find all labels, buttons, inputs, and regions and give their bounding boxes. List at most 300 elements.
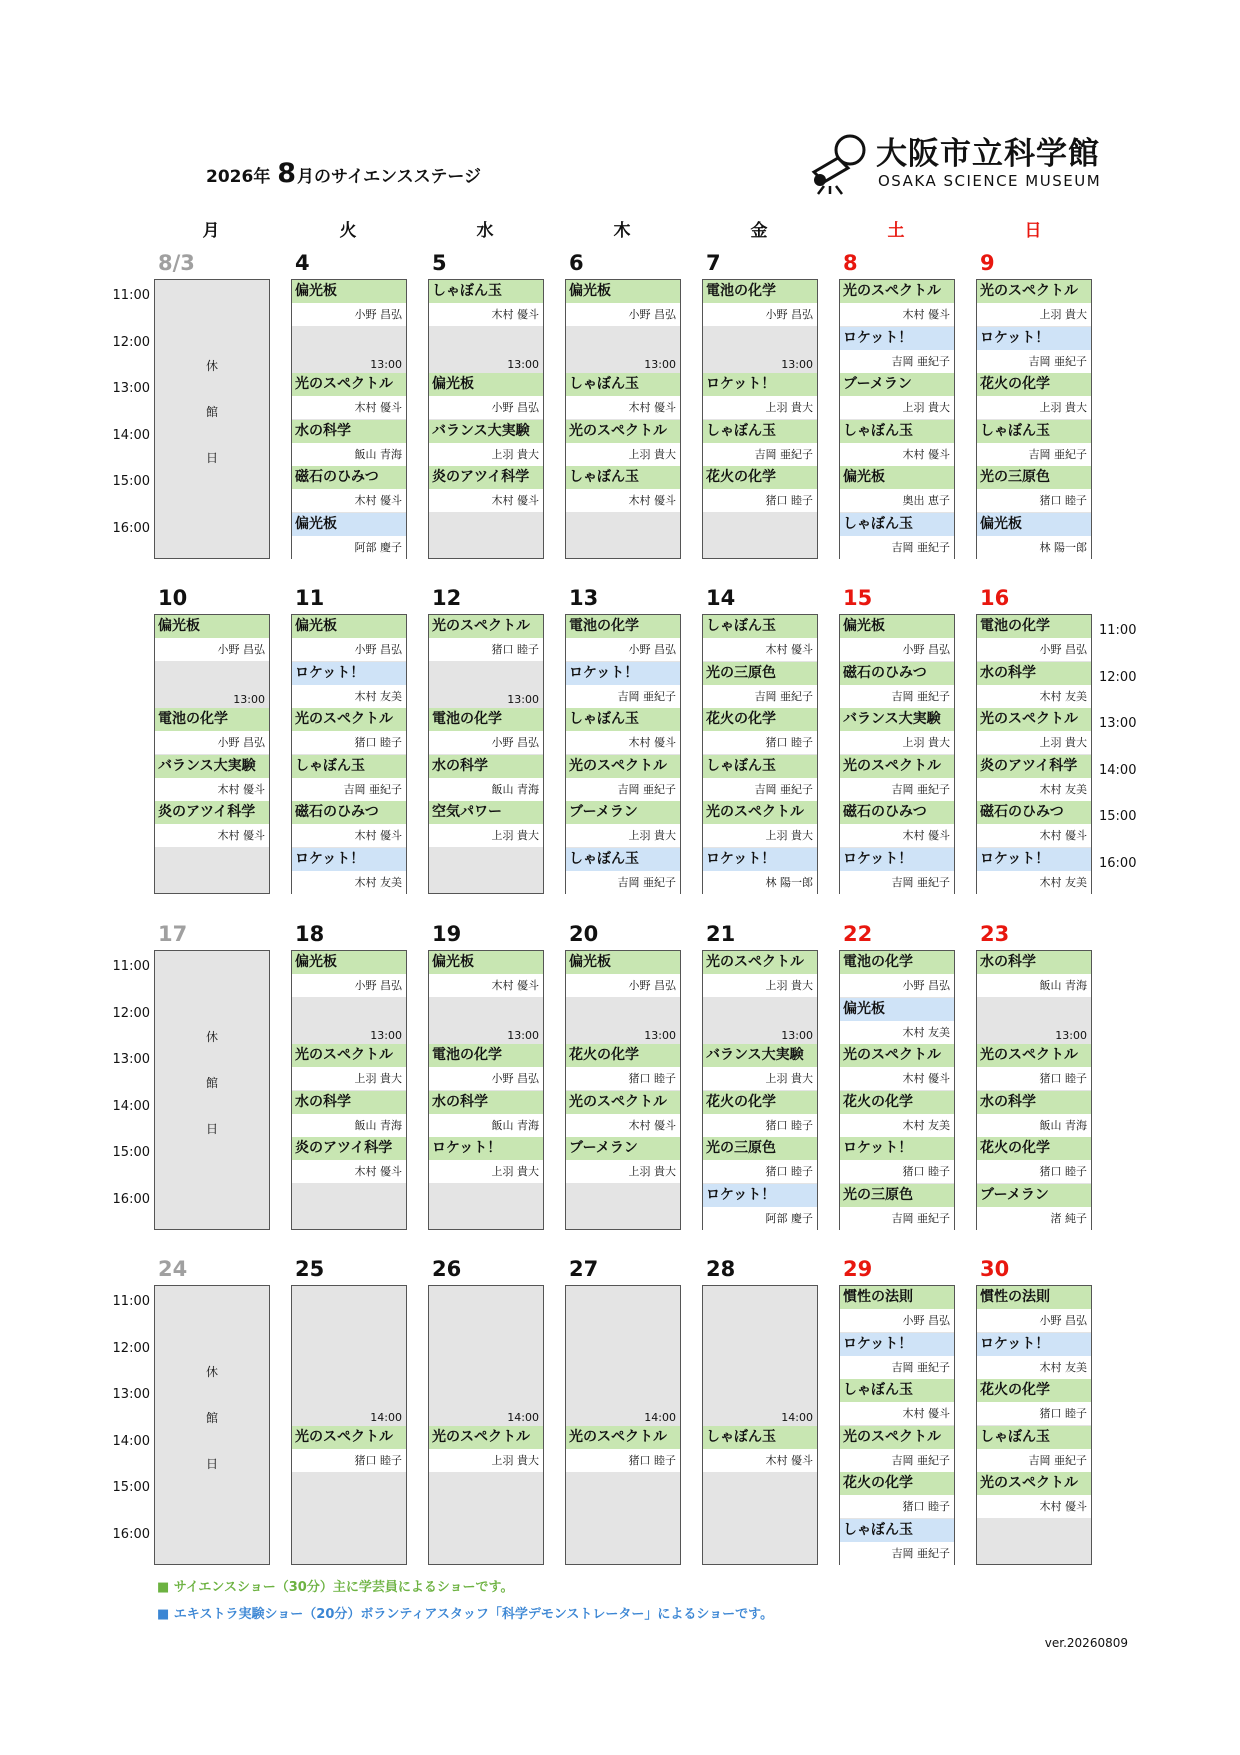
science-show-entry[interactable]: [429, 420, 543, 466]
extra-show-entry[interactable]: [977, 848, 1091, 894]
show-presenter: 木村 優斗: [566, 1114, 680, 1137]
day-cell: [291, 279, 407, 559]
show-presenter: 吉岡 亜紀子: [840, 778, 954, 801]
title-month: 8: [277, 158, 297, 189]
science-show-entry[interactable]: [840, 801, 954, 847]
show-title: ロケット！: [840, 1333, 954, 1356]
show-title: しゃぼん玉: [566, 708, 680, 731]
show-presenter: 上羽 貴大: [840, 396, 954, 419]
show-presenter: 木村 友美: [977, 685, 1091, 708]
science-show-entry[interactable]: [977, 801, 1091, 847]
show-title: ロケット！: [703, 373, 817, 396]
show-title: 慣性の法則: [977, 1286, 1091, 1309]
science-show-entry[interactable]: [429, 1137, 543, 1183]
science-show-entry[interactable]: [840, 1379, 954, 1425]
show-title: 偏光板: [840, 466, 954, 489]
time-label: 15:00: [112, 1145, 150, 1160]
science-show-entry[interactable]: [292, 280, 406, 326]
show-title: ロケット！: [292, 848, 406, 871]
afternoon-start-time: 13:00: [644, 358, 676, 371]
show-title: 光のスペクトル: [840, 1426, 954, 1449]
science-show-entry[interactable]: [292, 708, 406, 754]
science-show-entry[interactable]: [977, 466, 1091, 512]
science-show-entry[interactable]: [977, 662, 1091, 708]
extra-show-entry[interactable]: [840, 1519, 954, 1565]
science-show-entry[interactable]: [566, 755, 680, 801]
science-show-entry[interactable]: [566, 1044, 680, 1090]
show-presenter: 林 陽一郎: [977, 536, 1091, 559]
show-presenter: 上羽 貴大: [566, 1160, 680, 1183]
show-title: バランス大実験: [155, 755, 269, 778]
day-cell: [428, 279, 544, 559]
science-show-entry[interactable]: [703, 420, 817, 466]
extra-show-entry[interactable]: [840, 327, 954, 373]
show-title: 磁石のひみつ: [292, 801, 406, 824]
day-cell: [702, 279, 818, 559]
show-presenter: 猪口 睦子: [703, 1114, 817, 1137]
show-title: 光のスペクトル: [566, 420, 680, 443]
show-title: 電池の化学: [566, 615, 680, 638]
science-show-entry[interactable]: [977, 1472, 1091, 1518]
show-title: 光の三原色: [703, 1137, 817, 1160]
extra-show-entry[interactable]: [566, 848, 680, 894]
science-show-entry[interactable]: [840, 466, 954, 512]
weekday-thu: 木: [613, 221, 631, 241]
show-presenter: 吉岡 亜紀子: [977, 443, 1091, 466]
science-show-entry[interactable]: [840, 373, 954, 419]
show-title: 電池の化学: [155, 708, 269, 731]
time-label: 16:00: [112, 1191, 150, 1207]
show-presenter: 吉岡 亜紀子: [703, 685, 817, 708]
show-title: ロケット！: [840, 327, 954, 350]
science-show-entry[interactable]: [566, 1137, 680, 1183]
science-show-entry[interactable]: [977, 1379, 1091, 1425]
show-title: しゃぼん玉: [840, 1379, 954, 1402]
show-title: 空気パワー: [429, 801, 543, 824]
science-show-entry[interactable]: [840, 280, 954, 326]
show-presenter: 吉岡 亜紀子: [566, 871, 680, 894]
show-presenter: 木村 優斗: [155, 824, 269, 847]
time-label: 12:00: [112, 334, 150, 350]
extra-show-entry[interactable]: [840, 1333, 954, 1379]
show-title: 光のスペクトル: [703, 801, 817, 824]
page-title: [206, 158, 481, 189]
show-title: 光のスペクトル: [429, 1426, 543, 1449]
afternoon-start-time: 14:00: [781, 1410, 813, 1424]
science-show-entry[interactable]: [840, 420, 954, 466]
show-title: ロケット！: [703, 848, 817, 871]
legend-science-show: ■ サイエンスショー（30分）主に学芸員によるショーです。: [157, 1580, 514, 1595]
show-presenter: 木村 優斗: [977, 1495, 1091, 1518]
day-number: 12: [432, 586, 462, 610]
show-title: しゃぼん玉: [977, 420, 1091, 443]
science-show-entry[interactable]: [566, 615, 680, 661]
science-show-entry[interactable]: [840, 1184, 954, 1230]
science-show-entry[interactable]: [292, 1426, 406, 1472]
science-show-entry[interactable]: [703, 373, 817, 419]
show-presenter: 猪口 睦子: [977, 1067, 1091, 1090]
science-show-entry[interactable]: [840, 951, 954, 997]
show-title: 光のスペクトル: [977, 1044, 1091, 1067]
science-show-entry[interactable]: [703, 801, 817, 847]
show-title: 慣性の法則: [840, 1286, 954, 1309]
science-show-entry[interactable]: [840, 615, 954, 661]
science-show-entry[interactable]: [429, 708, 543, 754]
science-show-entry[interactable]: [703, 280, 817, 326]
science-show-entry[interactable]: [292, 1044, 406, 1090]
show-presenter: 小野 昌弘: [840, 1309, 954, 1332]
science-show-entry[interactable]: [429, 373, 543, 419]
science-show-entry[interactable]: [292, 1091, 406, 1137]
show-presenter: 猪口 睦子: [703, 1160, 817, 1183]
time-label: 14:00: [112, 1098, 150, 1114]
show-title: 花火の化学: [703, 1091, 817, 1114]
show-presenter: 小野 昌弘: [429, 1067, 543, 1090]
science-show-entry[interactable]: [292, 755, 406, 801]
show-title: ロケット！: [840, 848, 954, 871]
show-presenter: 上羽 貴大: [977, 396, 1091, 419]
science-show-entry[interactable]: [977, 1184, 1091, 1230]
day-cell: [976, 279, 1092, 559]
science-show-entry[interactable]: [429, 466, 543, 512]
time-label: 13:00: [112, 1052, 150, 1067]
show-title: ロケット！: [977, 848, 1091, 871]
extra-show-entry[interactable]: [703, 1184, 817, 1230]
show-title: 光のスペクトル: [429, 615, 543, 638]
show-presenter: 小野 昌弘: [703, 303, 817, 326]
show-title: 光のスペクトル: [292, 373, 406, 396]
show-presenter: 木村 優斗: [840, 1067, 954, 1090]
day-cell: [291, 1285, 407, 1565]
extra-show-entry[interactable]: [292, 662, 406, 708]
science-show-entry[interactable]: [977, 1044, 1091, 1090]
science-show-entry[interactable]: [977, 1286, 1091, 1332]
show-presenter: 上羽 貴大: [292, 1067, 406, 1090]
science-show-entry[interactable]: [840, 708, 954, 754]
show-title: 花火の化学: [840, 1472, 954, 1495]
science-show-entry[interactable]: [292, 615, 406, 661]
closed-label: 日: [205, 451, 218, 465]
day-cell: [702, 950, 818, 1230]
show-presenter: 木村 友美: [292, 685, 406, 708]
science-show-entry[interactable]: [292, 373, 406, 419]
show-title: バランス大実験: [429, 420, 543, 443]
show-title: ブーメラン: [566, 1137, 680, 1160]
science-show-entry[interactable]: [155, 801, 269, 847]
science-show-entry[interactable]: [703, 615, 817, 661]
science-show-entry[interactable]: [840, 755, 954, 801]
science-show-entry[interactable]: [703, 708, 817, 754]
show-title: しゃぼん玉: [703, 420, 817, 443]
science-show-entry[interactable]: [703, 1426, 817, 1472]
show-title: 光のスペクトル: [566, 1426, 680, 1449]
science-show-entry[interactable]: [292, 801, 406, 847]
science-show-entry[interactable]: [292, 466, 406, 512]
day-number: 30: [980, 1257, 1010, 1281]
show-presenter: 猪口 睦子: [429, 638, 543, 661]
science-show-entry[interactable]: [155, 708, 269, 754]
extra-show-entry[interactable]: [566, 662, 680, 708]
day-cell: [291, 614, 407, 894]
extra-show-entry[interactable]: [703, 848, 817, 894]
time-label: 13:00: [112, 381, 150, 396]
science-show-entry[interactable]: [703, 1091, 817, 1137]
show-presenter: 木村 優斗: [566, 489, 680, 512]
science-show-entry[interactable]: [292, 1137, 406, 1183]
weekday-sat: 土: [887, 221, 905, 241]
science-show-entry[interactable]: [566, 1091, 680, 1137]
show-presenter: 木村 優斗: [292, 396, 406, 419]
day-number: 7: [706, 251, 721, 275]
day-cell: [839, 614, 955, 894]
version-label: ver.20260809: [1044, 1636, 1128, 1650]
afternoon-start-time: 13:00: [370, 1029, 402, 1042]
day-number: 29: [843, 1257, 873, 1281]
show-presenter: 小野 昌弘: [155, 731, 269, 754]
show-presenter: 吉岡 亜紀子: [292, 778, 406, 801]
science-show-entry[interactable]: [429, 1091, 543, 1137]
museum-logo-icon: [808, 128, 874, 196]
show-presenter: 吉岡 亜紀子: [840, 1542, 954, 1565]
show-presenter: 吉岡 亜紀子: [566, 685, 680, 708]
time-label: 16:00: [1099, 855, 1137, 871]
show-presenter: 小野 昌弘: [292, 638, 406, 661]
show-title: 偏光板: [155, 615, 269, 638]
day-number: 8: [843, 251, 858, 275]
science-show-entry[interactable]: [840, 1091, 954, 1137]
show-title: しゃぼん玉: [703, 615, 817, 638]
show-title: ロケット！: [429, 1137, 543, 1160]
science-show-entry[interactable]: [840, 662, 954, 708]
afternoon-start-time: 13:00: [644, 1029, 676, 1042]
extra-show-entry[interactable]: [840, 848, 954, 894]
show-presenter: 飯山 青海: [977, 1114, 1091, 1137]
science-show-entry[interactable]: [703, 1137, 817, 1183]
science-show-entry[interactable]: [703, 755, 817, 801]
show-presenter: 木村 優斗: [292, 1160, 406, 1183]
science-show-entry[interactable]: [566, 280, 680, 326]
science-show-entry[interactable]: [429, 951, 543, 997]
show-title: 水の科学: [977, 1091, 1091, 1114]
logo-japanese: 大阪市立科学館: [876, 136, 1100, 172]
show-title: 偏光板: [292, 513, 406, 536]
show-presenter: 木村 優斗: [566, 396, 680, 419]
show-title: 炎のアツイ科学: [155, 801, 269, 824]
show-presenter: 木村 優斗: [429, 489, 543, 512]
day-number: 22: [843, 922, 873, 946]
show-title: 花火の化学: [703, 708, 817, 731]
science-show-entry[interactable]: [566, 1426, 680, 1472]
show-presenter: 飯山 青海: [429, 1114, 543, 1137]
show-title: 水の科学: [292, 1091, 406, 1114]
closed-label: 日: [205, 1457, 218, 1471]
science-show-entry[interactable]: [703, 951, 817, 997]
extra-show-entry[interactable]: [977, 513, 1091, 559]
show-presenter: 吉岡 亜紀子: [840, 536, 954, 559]
day-number: 17: [158, 922, 188, 946]
science-show-entry[interactable]: [566, 420, 680, 466]
show-presenter: 木村 優斗: [429, 974, 543, 997]
afternoon-start-time: 13:00: [781, 358, 813, 371]
show-title: ロケット！: [977, 1333, 1091, 1356]
day-number: 19: [432, 922, 462, 946]
show-presenter: 猪口 睦子: [566, 1067, 680, 1090]
show-presenter: 木村 友美: [977, 871, 1091, 894]
science-show-entry[interactable]: [566, 373, 680, 419]
science-show-entry[interactable]: [703, 662, 817, 708]
science-show-entry[interactable]: [292, 420, 406, 466]
science-show-entry[interactable]: [977, 1426, 1091, 1472]
show-title: しゃぼん玉: [840, 420, 954, 443]
closed-label: 休: [205, 1365, 218, 1379]
science-show-entry[interactable]: [429, 280, 543, 326]
science-show-entry[interactable]: [566, 708, 680, 754]
extra-show-entry[interactable]: [840, 513, 954, 559]
day-cell: [428, 950, 544, 1230]
show-title: 偏光板: [566, 951, 680, 974]
science-show-entry[interactable]: [155, 755, 269, 801]
time-label: 11:00: [112, 1294, 150, 1309]
show-title: 花火の化学: [977, 1379, 1091, 1402]
science-show-entry[interactable]: [155, 615, 269, 661]
science-show-entry[interactable]: [977, 373, 1091, 419]
show-presenter: 渚 純子: [977, 1207, 1091, 1230]
show-title: 光のスペクトル: [292, 1426, 406, 1449]
show-title: 偏光板: [429, 373, 543, 396]
show-presenter: 木村 優斗: [703, 1449, 817, 1472]
time-label: 11:00: [112, 288, 150, 303]
afternoon-start-time: 13:00: [507, 693, 539, 706]
afternoon-start-time: 13:00: [507, 1029, 539, 1042]
science-show-entry[interactable]: [429, 615, 543, 661]
show-presenter: 小野 昌弘: [292, 303, 406, 326]
day-cell: [565, 279, 681, 559]
show-presenter: 飯山 青海: [977, 974, 1091, 997]
show-title: 電池の化学: [977, 615, 1091, 638]
science-show-entry[interactable]: [840, 1426, 954, 1472]
extra-show-entry[interactable]: [840, 998, 954, 1044]
weekday-wed: 水: [476, 221, 494, 241]
show-presenter: 小野 昌弘: [977, 638, 1091, 661]
show-presenter: 小野 昌弘: [840, 974, 954, 997]
show-title: 光のスペクトル: [840, 280, 954, 303]
science-show-entry[interactable]: [566, 951, 680, 997]
closed-day-cell: [154, 950, 270, 1230]
show-presenter: 林 陽一郎: [703, 871, 817, 894]
extra-show-entry[interactable]: [977, 327, 1091, 373]
show-title: 偏光板: [840, 998, 954, 1021]
science-show-entry[interactable]: [977, 755, 1091, 801]
show-presenter: 上羽 貴大: [703, 396, 817, 419]
science-show-entry[interactable]: [977, 1137, 1091, 1183]
science-show-entry[interactable]: [977, 1091, 1091, 1137]
show-presenter: 木村 友美: [840, 1114, 954, 1137]
science-show-entry[interactable]: [977, 615, 1091, 661]
show-title: しゃぼん玉: [703, 755, 817, 778]
science-show-entry[interactable]: [703, 1044, 817, 1090]
weekday-tue: 火: [339, 221, 357, 241]
day-number: 20: [569, 922, 599, 946]
show-presenter: 木村 優斗: [840, 1402, 954, 1425]
extra-show-entry[interactable]: [292, 848, 406, 894]
show-presenter: 飯山 青海: [429, 778, 543, 801]
afternoon-start-time: 13:00: [233, 693, 265, 706]
show-presenter: 上羽 貴大: [566, 443, 680, 466]
show-presenter: 猪口 睦子: [977, 489, 1091, 512]
day-cell: [428, 1285, 544, 1565]
show-title: 偏光板: [292, 951, 406, 974]
day-number: 24: [158, 1257, 188, 1281]
show-presenter: 木村 友美: [292, 871, 406, 894]
afternoon-start-time: 14:00: [644, 1410, 676, 1424]
science-show-entry[interactable]: [429, 755, 543, 801]
show-presenter: 上羽 貴大: [703, 1067, 817, 1090]
extra-show-entry[interactable]: [292, 513, 406, 559]
closed-label: 館: [205, 405, 218, 419]
science-show-entry[interactable]: [840, 1286, 954, 1332]
science-show-entry[interactable]: [429, 1426, 543, 1472]
science-show-entry[interactable]: [840, 1137, 954, 1183]
science-show-entry[interactable]: [840, 1472, 954, 1518]
show-presenter: 吉岡 亜紀子: [840, 1207, 954, 1230]
show-title: 磁石のひみつ: [292, 466, 406, 489]
time-label: 11:00: [112, 959, 150, 974]
show-presenter: 木村 優斗: [703, 638, 817, 661]
science-show-entry[interactable]: [977, 951, 1091, 997]
show-title: ブーメラン: [566, 801, 680, 824]
afternoon-start-time: 13:00: [781, 1029, 813, 1042]
show-presenter: 奥出 恵子: [840, 489, 954, 512]
show-title: 光の三原色: [977, 466, 1091, 489]
show-presenter: 阿部 慶子: [703, 1207, 817, 1230]
show-presenter: 上羽 貴大: [429, 1449, 543, 1472]
science-show-entry[interactable]: [840, 1044, 954, 1090]
show-presenter: 猪口 睦子: [292, 1449, 406, 1472]
show-title: 偏光板: [977, 513, 1091, 536]
science-show-entry[interactable]: [977, 420, 1091, 466]
show-title: 光のスペクトル: [292, 1044, 406, 1067]
science-show-entry[interactable]: [977, 280, 1091, 326]
science-show-entry[interactable]: [566, 466, 680, 512]
science-show-entry[interactable]: [429, 1044, 543, 1090]
title-rest: 月のサイエンスステージ: [297, 167, 481, 187]
show-presenter: 上羽 貴大: [703, 974, 817, 997]
science-show-entry[interactable]: [429, 801, 543, 847]
show-presenter: 飯山 青海: [292, 1114, 406, 1137]
show-presenter: 上羽 貴大: [840, 731, 954, 754]
show-presenter: 小野 昌弘: [840, 638, 954, 661]
extra-show-entry[interactable]: [977, 1333, 1091, 1379]
show-presenter: 木村 優斗: [566, 731, 680, 754]
science-show-entry[interactable]: [977, 708, 1091, 754]
show-title: しゃぼん玉: [429, 280, 543, 303]
day-number: 25: [295, 1257, 325, 1281]
day-number: 4: [295, 251, 310, 275]
show-title: 磁石のひみつ: [977, 801, 1091, 824]
show-presenter: 小野 昌弘: [977, 1309, 1091, 1332]
show-title: 炎のアツイ科学: [292, 1137, 406, 1160]
time-label: 14:00: [1099, 762, 1137, 778]
science-show-entry[interactable]: [292, 951, 406, 997]
show-title: ブーメラン: [840, 373, 954, 396]
science-show-entry[interactable]: [566, 801, 680, 847]
time-label: 11:00: [1099, 623, 1137, 638]
show-presenter: 小野 昌弘: [429, 731, 543, 754]
closed-label: 日: [205, 1122, 218, 1136]
science-show-entry[interactable]: [703, 466, 817, 512]
time-label: 14:00: [112, 1433, 150, 1449]
day-number: 18: [295, 922, 325, 946]
